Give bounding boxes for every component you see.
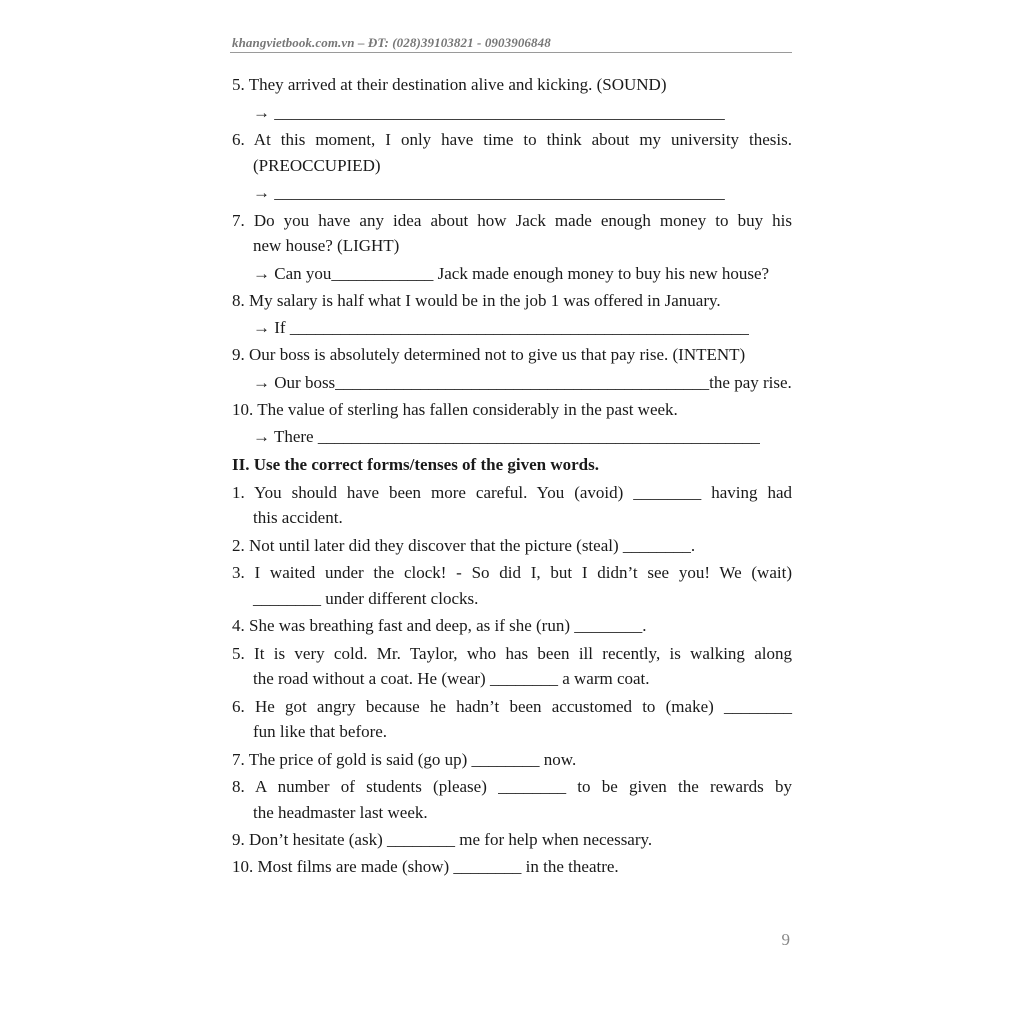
exercise-line: 10. Most films are made (show) ________ in the theatre. (232, 857, 619, 876)
exercise-line: new house? (LIGHT) (253, 236, 400, 255)
answer-line: → Can you____________ Jack made enough money to buy his new house? (253, 264, 770, 283)
answer-line: → There ____________________________________________________ (253, 427, 760, 446)
running-head: khangvietbook.com.vn – ĐT: (028)39103821 - 0903906848 (232, 35, 551, 50)
exercise-line: 6. At this moment, I only have time to think about my university thesis. (232, 130, 792, 149)
exercise-line: 8. A number of students (please) ________ to be given the rewards by (232, 777, 792, 796)
exercise-line: the headmaster last week. (253, 803, 428, 822)
header-rule (230, 52, 792, 53)
exercise-line: 3. I waited under the clock! - So did I, but I didn’t see you! We (wait) (232, 563, 792, 582)
page-number: 9 (781, 930, 790, 949)
answer-line: → Our boss____________________________________________the pay rise. (253, 373, 792, 392)
exercise-line: 8. My salary is half what I would be in the job 1 was offered in January. (232, 291, 721, 310)
exercise-line: the road without a coat. He (wear) ________ a warm coat. (253, 669, 650, 688)
exercise-line: 5. It is very cold. Mr. Taylor, who has been ill recently, is walking along (232, 644, 792, 663)
exercise-line: 7. Do you have any idea about how Jack made enough money to buy his (232, 211, 792, 230)
answer-line: → _____________________________________________________ (253, 103, 725, 122)
exercise-line: 10. The value of sterling has fallen considerably in the past week. (232, 400, 678, 419)
exercise-line: 4. She was breathing fast and deep, as if she (run) ________. (232, 616, 647, 635)
exercise-line: fun like that before. (253, 722, 388, 741)
exercise-line: 9. Our boss is absolutely determined not to give us that pay rise. (INTENT) (232, 345, 746, 364)
answer-line: → If ______________________________________________________ (253, 318, 749, 337)
exercise-line: 5. They arrived at their destination alive and kicking. (SOUND) (232, 75, 667, 94)
exercise-line: 7. The price of gold is said (go up) ________ now. (232, 750, 577, 769)
exercise-line: this accident. (253, 508, 343, 527)
exercise-line: 6. He got angry because he hadn’t been accustomed to (make) ________ (232, 697, 792, 716)
exercise-line: 2. Not until later did they discover that the picture (steal) ________. (232, 536, 696, 555)
section-heading: II. Use the correct forms/tenses of the given words. (232, 455, 599, 474)
exercise-line: (PREOCCUPIED) (253, 156, 381, 175)
exercise-line: 9. Don’t hesitate (ask) ________ me for help when necessary. (232, 830, 653, 849)
exercise-line: 1. You should have been more careful. You (avoid) ________ having had (232, 483, 792, 502)
answer-line: → _____________________________________________________ (253, 183, 725, 202)
exercise-line: ________ under different clocks. (253, 589, 479, 608)
